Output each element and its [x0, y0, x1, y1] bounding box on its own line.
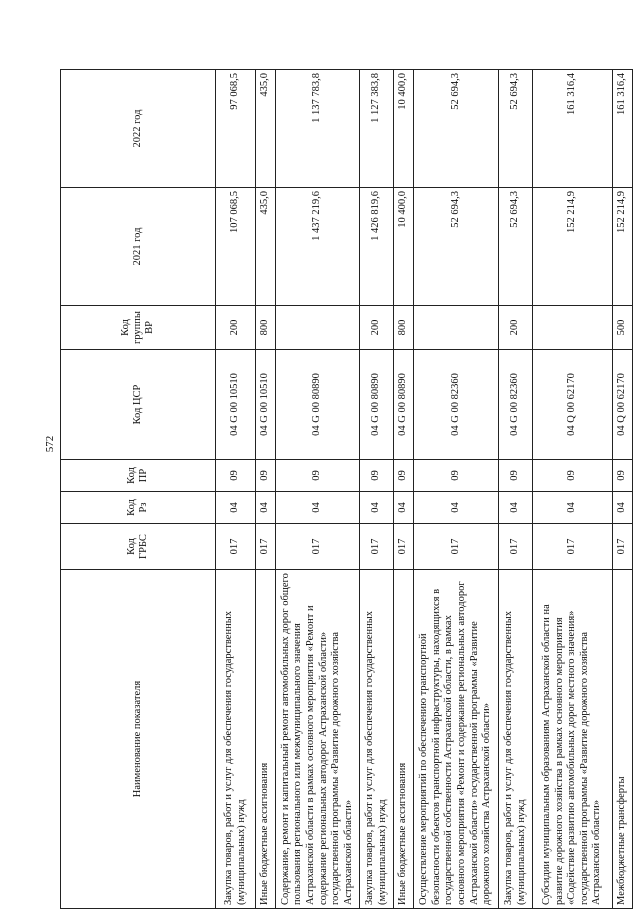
table-row [499, 70, 533, 909]
row-pr: 09 [613, 460, 633, 492]
table-row [360, 70, 394, 909]
row-2022: 10 400,0 [394, 70, 414, 188]
row-csr: 04 G 00 10510 [216, 350, 256, 460]
table-row [256, 70, 276, 909]
row-rz: 04 [360, 492, 394, 524]
row-name: Субсидии муниципальным образованиям Астраханской области на развитие дорожного хозяйства в рамках основного мероприятия «Содействие развитию автомобильных дорог местного значения» государственной программы «Развитие дорожного хозяйства Астраханской области» [533, 570, 613, 909]
row-vr: 800 [394, 306, 414, 350]
row-2021: 435,0 [256, 188, 276, 306]
budget-table-rotated [60, 70, 628, 909]
row-csr: 04 G 00 82360 [414, 350, 499, 460]
row-pr: 09 [414, 460, 499, 492]
row-vr [414, 306, 499, 350]
row-grbs: 017 [394, 524, 414, 570]
row-vr: 200 [360, 306, 394, 350]
row-rz: 04 [256, 492, 276, 524]
row-2022: 161 316,4 [613, 70, 633, 188]
header-name: Наименование показателя [61, 570, 216, 909]
row-2022: 52 694,3 [499, 70, 533, 188]
row-pr: 09 [256, 460, 276, 492]
row-name: Содержание, ремонт и капитальный ремонт автомобильных дорог общего пользования регионального или межмуниципального значения Астраханской области в рамках основного мероприятия «Ремонт и содержание региональных автодорог Астраханской области» государственной программы «Развитие дорожного хозяйства Астраханской области» [276, 570, 360, 909]
table-row [414, 70, 499, 909]
row-grbs: 017 [499, 524, 533, 570]
table-row [394, 70, 414, 909]
row-pr: 09 [499, 460, 533, 492]
row-csr: 04 G 00 80890 [360, 350, 394, 460]
row-csr: 04 G 00 80890 [276, 350, 360, 460]
row-name: Закупка товаров, работ и услуг для обеспечения государственных (муниципальных) нужд [216, 570, 256, 909]
table-row [533, 70, 613, 909]
row-pr: 09 [394, 460, 414, 492]
row-2022: 1 137 783,8 [276, 70, 360, 188]
table-row [276, 70, 360, 909]
header-2021: 2021 год [61, 188, 216, 306]
header-grbs: Код ГРБС [61, 524, 216, 570]
row-rz: 04 [499, 492, 533, 524]
row-vr: 500 [613, 306, 633, 350]
row-2021: 52 694,3 [499, 188, 533, 306]
row-2022: 1 127 383,8 [360, 70, 394, 188]
row-vr [276, 306, 360, 350]
row-vr [533, 306, 613, 350]
table-row [613, 70, 633, 909]
row-grbs: 017 [613, 524, 633, 570]
row-2022: 52 694,3 [414, 70, 499, 188]
row-pr: 09 [216, 460, 256, 492]
row-2021: 52 694,3 [414, 188, 499, 306]
row-csr: 04 Q 00 62170 [613, 350, 633, 460]
table-row [216, 70, 256, 909]
row-2021: 152 214,9 [613, 188, 633, 306]
row-csr: 04 G 00 80890 [394, 350, 414, 460]
table-header-row [61, 70, 216, 909]
row-name: Иные бюджетные ассигнования [256, 570, 276, 909]
row-csr: 04 Q 00 62170 [533, 350, 613, 460]
row-pr: 09 [360, 460, 394, 492]
header-pr: Код ПР [61, 460, 216, 492]
row-grbs: 017 [360, 524, 394, 570]
row-grbs: 017 [256, 524, 276, 570]
row-2021: 1 426 819,6 [360, 188, 394, 306]
row-2021: 10 400,0 [394, 188, 414, 306]
row-grbs: 017 [533, 524, 613, 570]
header-vr: Код группы ВР [61, 306, 216, 350]
row-grbs: 017 [216, 524, 256, 570]
row-pr: 09 [276, 460, 360, 492]
row-csr: 04 G 00 82360 [499, 350, 533, 460]
row-grbs: 017 [414, 524, 499, 570]
row-2021: 152 214,9 [533, 188, 613, 306]
row-2022: 161 316,4 [533, 70, 613, 188]
row-pr: 09 [533, 460, 613, 492]
row-2022: 97 068,5 [216, 70, 256, 188]
row-vr: 200 [499, 306, 533, 350]
header-rz: Код Рз [61, 492, 216, 524]
budget-table [60, 69, 633, 909]
page-number: 572 [44, 435, 56, 453]
row-grbs: 017 [276, 524, 360, 570]
row-rz: 04 [414, 492, 499, 524]
row-2021: 1 437 219,6 [276, 188, 360, 306]
row-name: Межбюджетные трансферты [613, 570, 633, 909]
row-rz: 04 [216, 492, 256, 524]
row-name: Закупка товаров, работ и услуг для обеспечения государственных (муниципальных) нужд [499, 570, 533, 909]
row-rz: 04 [276, 492, 360, 524]
row-rz: 04 [394, 492, 414, 524]
row-name: Иные бюджетные ассигнования [394, 570, 414, 909]
row-name: Закупка товаров, работ и услуг для обеспечения государственных (муниципальных) нужд [360, 570, 394, 909]
row-rz: 04 [613, 492, 633, 524]
header-csr: Код ЦСР [61, 350, 216, 460]
row-name: Осуществление мероприятий по обеспечению транспортной безопасности объектов транспортной инфраструктуры, находящихся в государственной собственности Астраханской области, в рамках основного мероприятия «Ремонт и содержание региональных автодорог Астраханской области» государственной программы «Развитие дорожного хозяйства Астраханской области» [414, 570, 499, 909]
row-rz: 04 [533, 492, 613, 524]
row-vr: 800 [256, 306, 276, 350]
row-2022: 435,0 [256, 70, 276, 188]
row-2021: 107 068,5 [216, 188, 256, 306]
row-vr: 200 [216, 306, 256, 350]
row-csr: 04 G 00 10510 [256, 350, 276, 460]
header-2022: 2022 год [61, 70, 216, 188]
